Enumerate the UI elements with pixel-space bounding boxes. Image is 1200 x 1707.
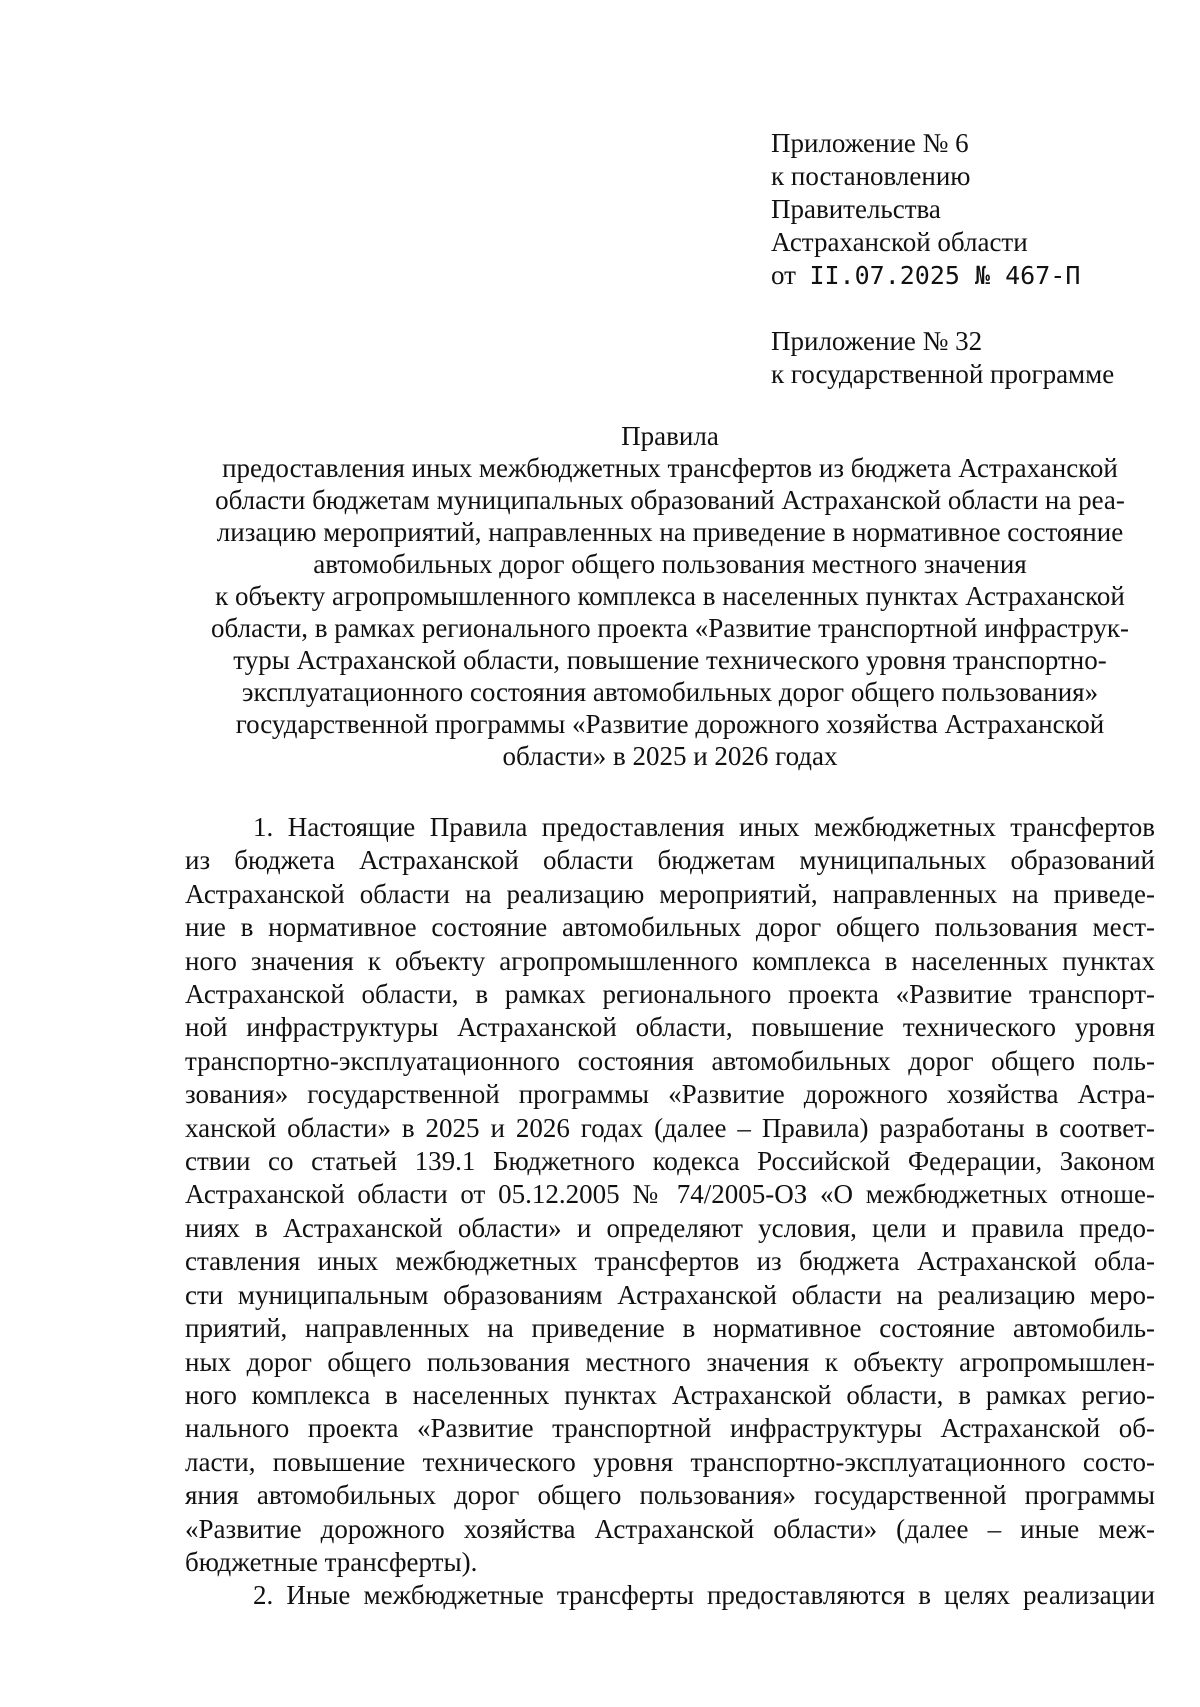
paragraph-1-line-23: бюджетные трансферты). bbox=[185, 1546, 478, 1577]
title-line-10: области» в 2025 и 2026 годах bbox=[502, 741, 838, 771]
paragraph-1-line-7: ной инфраструктуры Астраханской области, повышение технического уровня bbox=[185, 1012, 1155, 1043]
program-appendix-line-1: Приложение № 32 bbox=[771, 326, 983, 356]
paragraph-1-line-19: нального проекта «Развитие транспортной инфраструктуры Астраханской об- bbox=[185, 1413, 1155, 1444]
paragraph-1-line-14: ставления иных межбюджетных трансфертов из бюджета Астраханской обла- bbox=[185, 1246, 1155, 1277]
appendix-line-3: Правительства bbox=[771, 194, 941, 224]
paragraph-1-line-9: зования» государственной программы «Развитие дорожного хозяйства Астра- bbox=[185, 1079, 1155, 1110]
paragraph-1-line-8: транспортно-эксплуатационного состояния автомобильных дорог общего поль- bbox=[185, 1045, 1155, 1076]
title-line-5: к объекту агропромышленного комплекса в населенных пунктах Астраханской bbox=[215, 581, 1125, 611]
program-appendix-line-2: к государственной программе bbox=[771, 359, 1115, 389]
paragraph-1-line-17: ных дорог общего пользования местного значения к объекту агропромышлен- bbox=[185, 1346, 1155, 1377]
paragraph-1-line-3: Астраханской области на реализацию мероприятий, направленных на приведе- bbox=[185, 878, 1155, 909]
paragraph-1-line-18: ного комплекса в населенных пунктах Астраханской области, в рамках регио- bbox=[185, 1379, 1155, 1410]
document-body bbox=[185, 811, 1155, 1613]
government-decree-appendix-header bbox=[771, 127, 1080, 292]
appendix-line-4: Астраханской области bbox=[771, 227, 1028, 257]
paragraph-1-line-4: ние в нормативное состояние автомобильных дорог общего пользования мест- bbox=[185, 912, 1155, 943]
title-heading: Правила bbox=[621, 421, 719, 451]
paragraph-1-line-20: ласти, повышение технического уровня транспортно-эксплуатационного состо- bbox=[185, 1446, 1155, 1477]
paragraph-1-line-13: ниях в Астраханской области» и определяют условия, цели и правила предо- bbox=[185, 1212, 1155, 1243]
appendix-date-line bbox=[771, 259, 1080, 292]
paragraph-1-line-12: Астраханской области от 05.12.2005 № 74/2005-ОЗ «О межбюджетных отноше- bbox=[185, 1179, 1155, 1210]
paragraph-1-line-10: ханской области» в 2025 и 2026 годах (далее – Правила) разработаны в соответ- bbox=[185, 1112, 1155, 1143]
title-line-1: предоставления иных межбюджетных трансфертов из бюджета Астраханской bbox=[222, 453, 1118, 483]
date-number-stamp: II.07.2025 № 467-П bbox=[809, 261, 1081, 290]
paragraph-1-line-2: из бюджета Астраханской области бюджетам муниципальных образований bbox=[185, 845, 1155, 876]
appendix-line-1: Приложение № 6 bbox=[771, 128, 969, 158]
paragraph-1-line-15: сти муниципальным образованиям Астраханской области на реализацию меро- bbox=[185, 1279, 1155, 1310]
paragraph-1-line-6: Астраханской области, в рамках регионального проекта «Развитие транспорт- bbox=[185, 979, 1155, 1010]
program-appendix-header bbox=[771, 325, 1114, 391]
paragraph-1-line-21: яния автомобильных дорог общего пользования» государственной программы bbox=[185, 1480, 1155, 1511]
paragraph-1-line-16: приятий, направленных на приведение в нормативное состояние автомобиль- bbox=[185, 1313, 1155, 1344]
title-line-8: эксплуатационного состояния автомобильных дорог общего пользования» bbox=[241, 677, 1099, 707]
paragraph-1-line-1: 1. Настоящие Правила предоставления иных межбюджетных трансфертов bbox=[253, 812, 1155, 842]
paragraph-1-line-22: «Развитие дорожного хозяйства Астраханской области» (далее – иные меж- bbox=[185, 1513, 1155, 1544]
title-line-2: области бюджетам муниципальных образований Астраханской области на реа- bbox=[215, 485, 1125, 515]
paragraph-2-line-1: 2. Иные межбюджетные трансферты предоставляются в целях реализации bbox=[253, 1580, 1155, 1611]
title-line-9: государственной программы «Развитие дорожного хозяйства Астраханской bbox=[235, 709, 1105, 739]
document-title bbox=[180, 420, 1160, 772]
date-prefix: от bbox=[771, 260, 796, 290]
paragraph-1-line-5: ного значения к объекту агропромышленного комплекса в населенных пунктах bbox=[185, 945, 1155, 976]
title-line-6: области, в рамках регионального проекта «Развитие транспортной инфраструк- bbox=[211, 613, 1129, 643]
appendix-line-2: к постановлению bbox=[771, 161, 971, 191]
title-line-7: туры Астраханской области, повышение технического уровня транспортно- bbox=[233, 645, 1107, 675]
title-line-4: автомобильных дорог общего пользования местного значения bbox=[313, 549, 1027, 579]
title-line-3: лизацию мероприятий, направленных на приведение в нормативное состояние bbox=[216, 517, 1124, 547]
paragraph-1-line-11: ствии со статьей 139.1 Бюджетного кодекса Российской Федерации, Законом bbox=[185, 1146, 1155, 1177]
